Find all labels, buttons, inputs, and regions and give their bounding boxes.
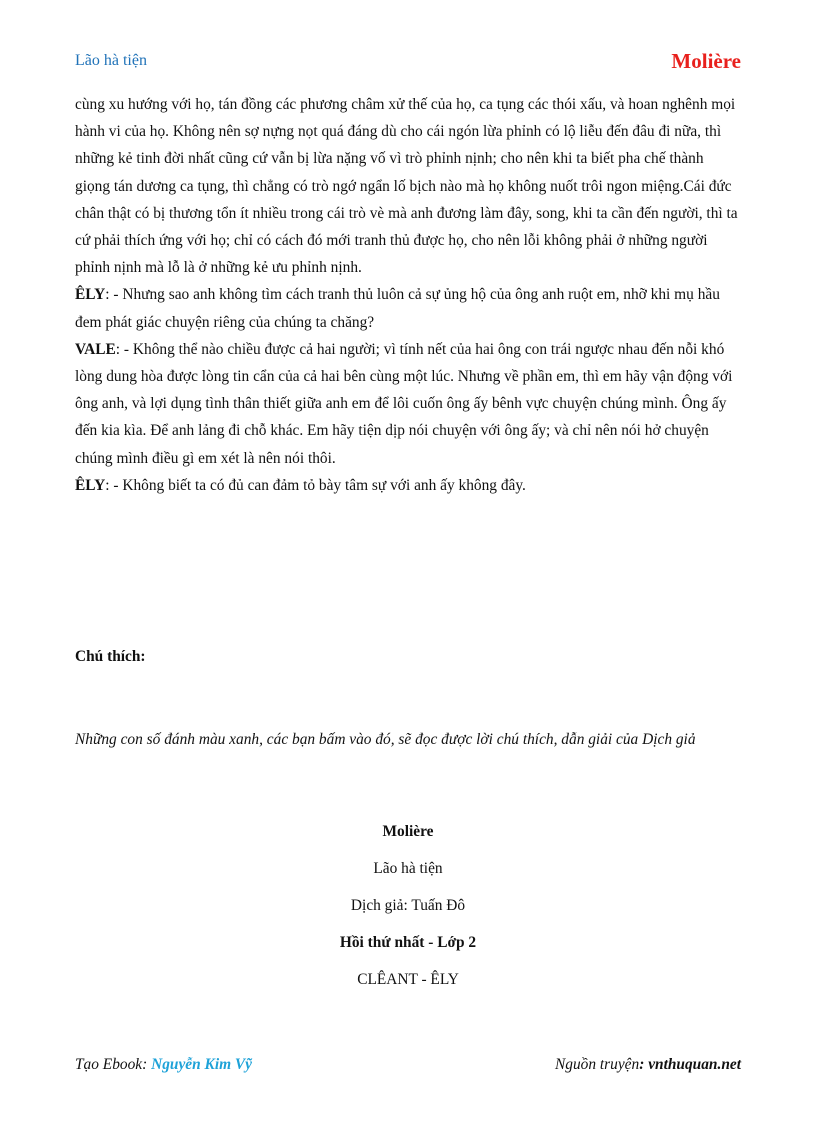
speaker-name: ÊLY <box>75 476 106 494</box>
header-book-title: Lão hà tiện <box>75 52 147 69</box>
ebook-creator-link[interactable]: Nguyễn Kim Vỹ <box>151 1056 253 1073</box>
dialogue-text: : - Không biết ta có đủ can đảm tỏ bày tâm sự với anh ấy không đây. <box>105 476 526 494</box>
ebook-label: Tạo Ebook <box>75 1056 143 1073</box>
source-separator: : <box>639 1056 649 1073</box>
notes-text: Những con số đánh màu xanh, các bạn bấm vào đó, sẽ đọc được lời chú thích, dẫn giải của Dịch giả <box>75 731 696 748</box>
speaker-name: VALE <box>75 340 116 358</box>
header-author: Molière <box>671 49 741 73</box>
notes-title: Chú thích: <box>75 648 146 665</box>
intro-paragraph: cùng xu hướng với họ, tán đồng các phương châm xử thế của họ, ca tụng các thói xấu, và hoan nghênh mọi hành vi của họ. Không nên sợ nựng nọt quá đáng dù cho cái ngón lừa phỉnh có lộ liễu đến đâu đi nữa, thì những kẻ tinh đời nhất cũng cứ vẫn bị lừa nặng vố vì trò phỉnh nịnh; cho nên khi ta biết pha chế thành giọng tán dương ca tụng, thì chẳng có trò ngớ ngẩn lố bịch nào mà họ không nuốt trôi ngon miệng.Cái đức chân thật có bị thương tổn ít nhiều trong cái trò vè mà anh đương làm đây, song, khi ta cần đến người, thì ta cứ phải thích ứng với họ; chỉ có cách đó mới tranh thủ được họ, cho nên lỗi không phải ở những người phỉnh nịnh mà lỗ là ở những kẻ ưu phỉnh nịnh. <box>75 96 738 277</box>
dialogue-line <box>75 336 741 472</box>
dialogue-text: : - Không thể nào chiều được cả hai người; vì tính nết của hai ông con trái ngược nhau đến nỗi khó lòng dung hòa được lòng tin cẩn của cả hai bên cùng một lúc. Nhưng về phần em, thì em hãy vận động với ông anh, và lợi dụng tình thân thiết giữa anh em để lôi cuốn ông ấy bênh vực chuyện chúng mình. Ông ấy đến kia kìa. Để anh lảng đi chỗ khác. Em hãy tiện dịp nói chuyện với ông ấy; và chỉ nên nói hở chuyện chúng mình điều gì em xét là nên nói thôi. <box>75 340 733 467</box>
speaker-name: ÊLY <box>75 286 106 304</box>
dialogue-line <box>75 472 741 499</box>
source-label: Nguồn truyện <box>554 1056 640 1073</box>
credits-act-scene: Hồi thứ nhất - Lớp 2 <box>339 934 477 951</box>
credits-author: Molière <box>382 823 434 840</box>
ebook-separator: : <box>142 1056 152 1073</box>
credits-book-title: Lão hà tiện <box>373 860 443 877</box>
source-site-link[interactable]: vnthuquan.net <box>648 1056 741 1073</box>
credits-characters: CLÊANT - ÊLY <box>357 971 459 988</box>
footer-ebook-credit <box>75 1056 252 1074</box>
document-body <box>75 91 741 499</box>
credits-translator: Dịch giả: Tuấn Đô <box>350 897 466 914</box>
dialogue-text: : - Nhưng sao anh không tìm cách tranh thủ luôn cả sự ủng hộ của ông anh ruột em, nhỡ khi mụ hầu đem phát giác chuyện riêng của chúng ta chăng? <box>75 286 720 331</box>
dialogue-line <box>75 281 741 335</box>
footer-source <box>555 1056 741 1074</box>
